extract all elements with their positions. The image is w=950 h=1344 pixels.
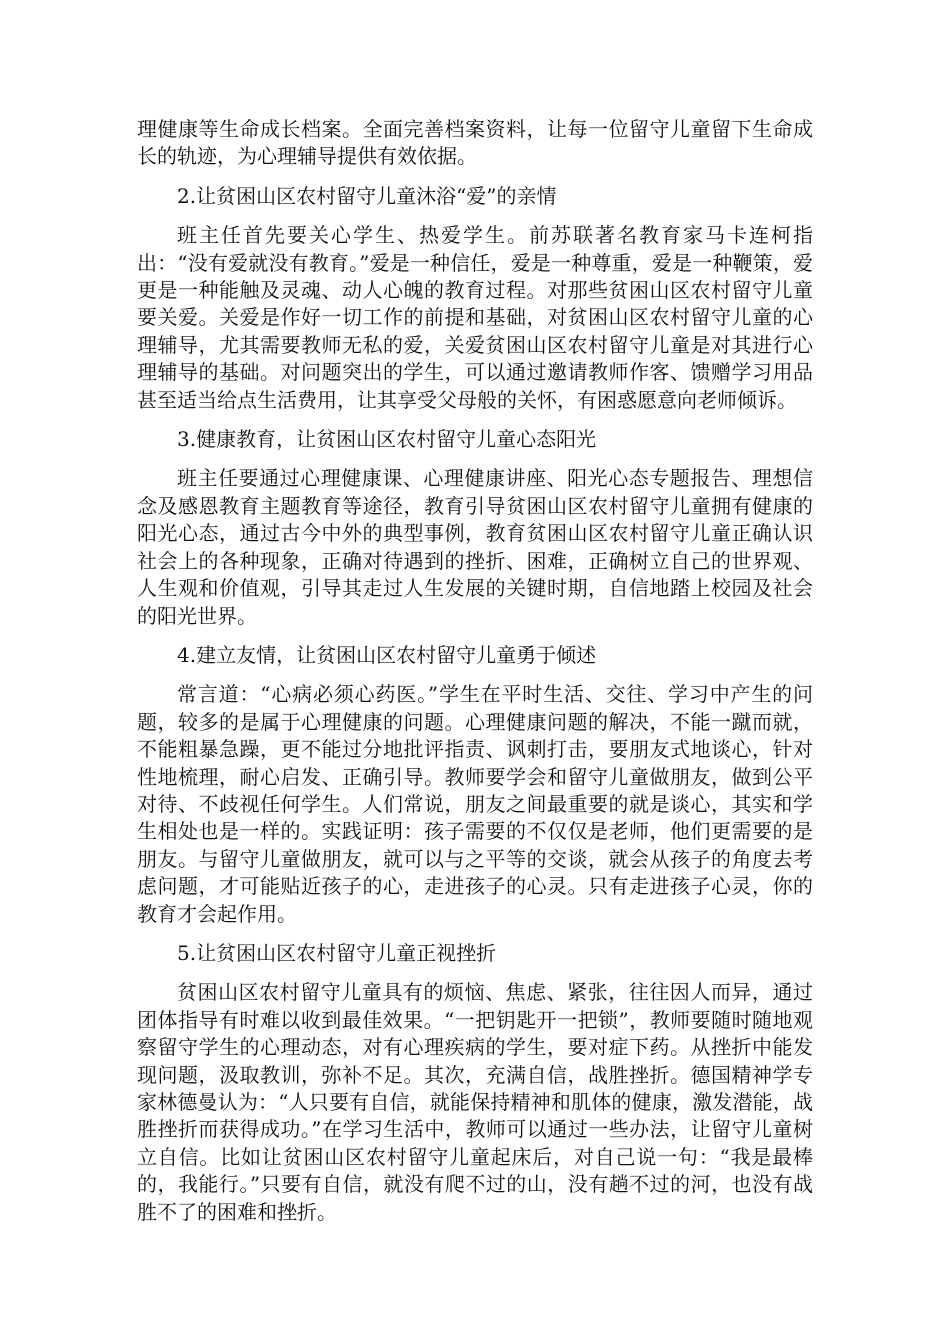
section-heading-5: 5.让贫困山区农村留守儿童正视挫折 [177, 940, 497, 965]
section-heading-3: 3.健康教育，让贫困山区农村留守儿童心态阳光 [177, 427, 597, 452]
document-body [137, 116, 813, 1238]
paragraph-setbacks: 贫困山区农村留守儿童具有的烦恼、焦虑、紧张，往往因人而异，通过团体指导有时难以收到最佳效果。“一把钥匙开一把锁”，教师要随时随地观察留守学生的心理动态，对有心理疾病的学生，要对症下药。从挫折中能发现问题，汲取教训，弥补不足。其次，充满自信，战胜挫折。德国精神学专家林德曼认为：“人只要有自信，就能保持精神和肌体的健康，激发潜能，战胜挫折而获得成功。”在学习生活中，教师可以通过一些办法，让留守儿童树立自信。比如让贫困山区农村留守儿童起床后，对自己说一句：“我是最棒的，我能行。”只要有自信，就没有爬不过的山，没有趟不过的河，也没有战胜不了的困难和挫折。 [137, 980, 813, 1224]
paragraph-love: 班主任首先要关心学生、热爱学生。前苏联著名教育家马卡连柯指出：“没有爱就没有教育。”爱是一种信任，爱是一种尊重，爱是一种鞭策，爱更是一种能触及灵魂、动人心魄的教育过程。对那些贫困山区农村留守儿童要关爱。关爱是作好一切工作的前提和基础，对贫困山区农村留守儿童的心理辅导，尤其需要教师无私的爱，关爱贫困山区农村留守儿童是对其进行心理辅导的基础。对问题突出的学生，可以通过邀请教师作客、馈赠学习用品甚至适当给点生活费用，让其享受父母般的关怀，有困惑愿意向老师倾诉。 [137, 223, 813, 412]
section-heading-2: 2.让贫困山区农村留守儿童沐浴“爱”的亲情 [177, 183, 557, 208]
paragraph-friendship: 常言道：“心病必须心药医。”学生在平时生活、交往、学习中产生的问题，较多的是属于心理健康的问题。心理健康问题的解决，不能一蹴而就，不能粗暴急躁，更不能过分地批评指责、讽刺打击，要朋友式地谈心，针对性地梳理，耐心启发、正确引导。教师要学会和留守儿童做朋友，做到公平对待、不歧视任何学生。人们常说，朋友之间最重要的就是谈心，其实和学生相处也是一样的。实践证明：孩子需要的不仅仅是老师，他们更需要的是朋友。与留守儿童做朋友，就可以与之平等的交谈，就会从孩子的角度去考虑问题，才可能贴近孩子的心，走进孩子的心灵。只有走进孩子心灵，你的教育才会起作用。 [137, 682, 813, 926]
paragraph-continuation: 理健康等生命成长档案。全面完善档案资料，让每一位留守儿童留下生命成长的轨迹，为心理辅导提供有效依据。 [137, 117, 813, 169]
paragraph-health-education: 班主任要通过心理健康课、心理健康讲座、阳光心态专题报告、理想信念及感恩教育主题教育等途径，教育引导贫困山区农村留守儿童拥有健康的阳光心态，通过古今中外的典型事例，教育贫困山区农村留守儿童正确认识社会上的各种现象，正确对待遇到的挫折、困难，正确树立自己的世界观、人生观和价值观，引导其走过人生发展的关键时期，自信地踏上校园及社会的阳光世界。 [137, 466, 813, 628]
section-heading-4: 4.建立友情，让贫困山区农村留守儿童勇于倾述 [177, 642, 597, 667]
